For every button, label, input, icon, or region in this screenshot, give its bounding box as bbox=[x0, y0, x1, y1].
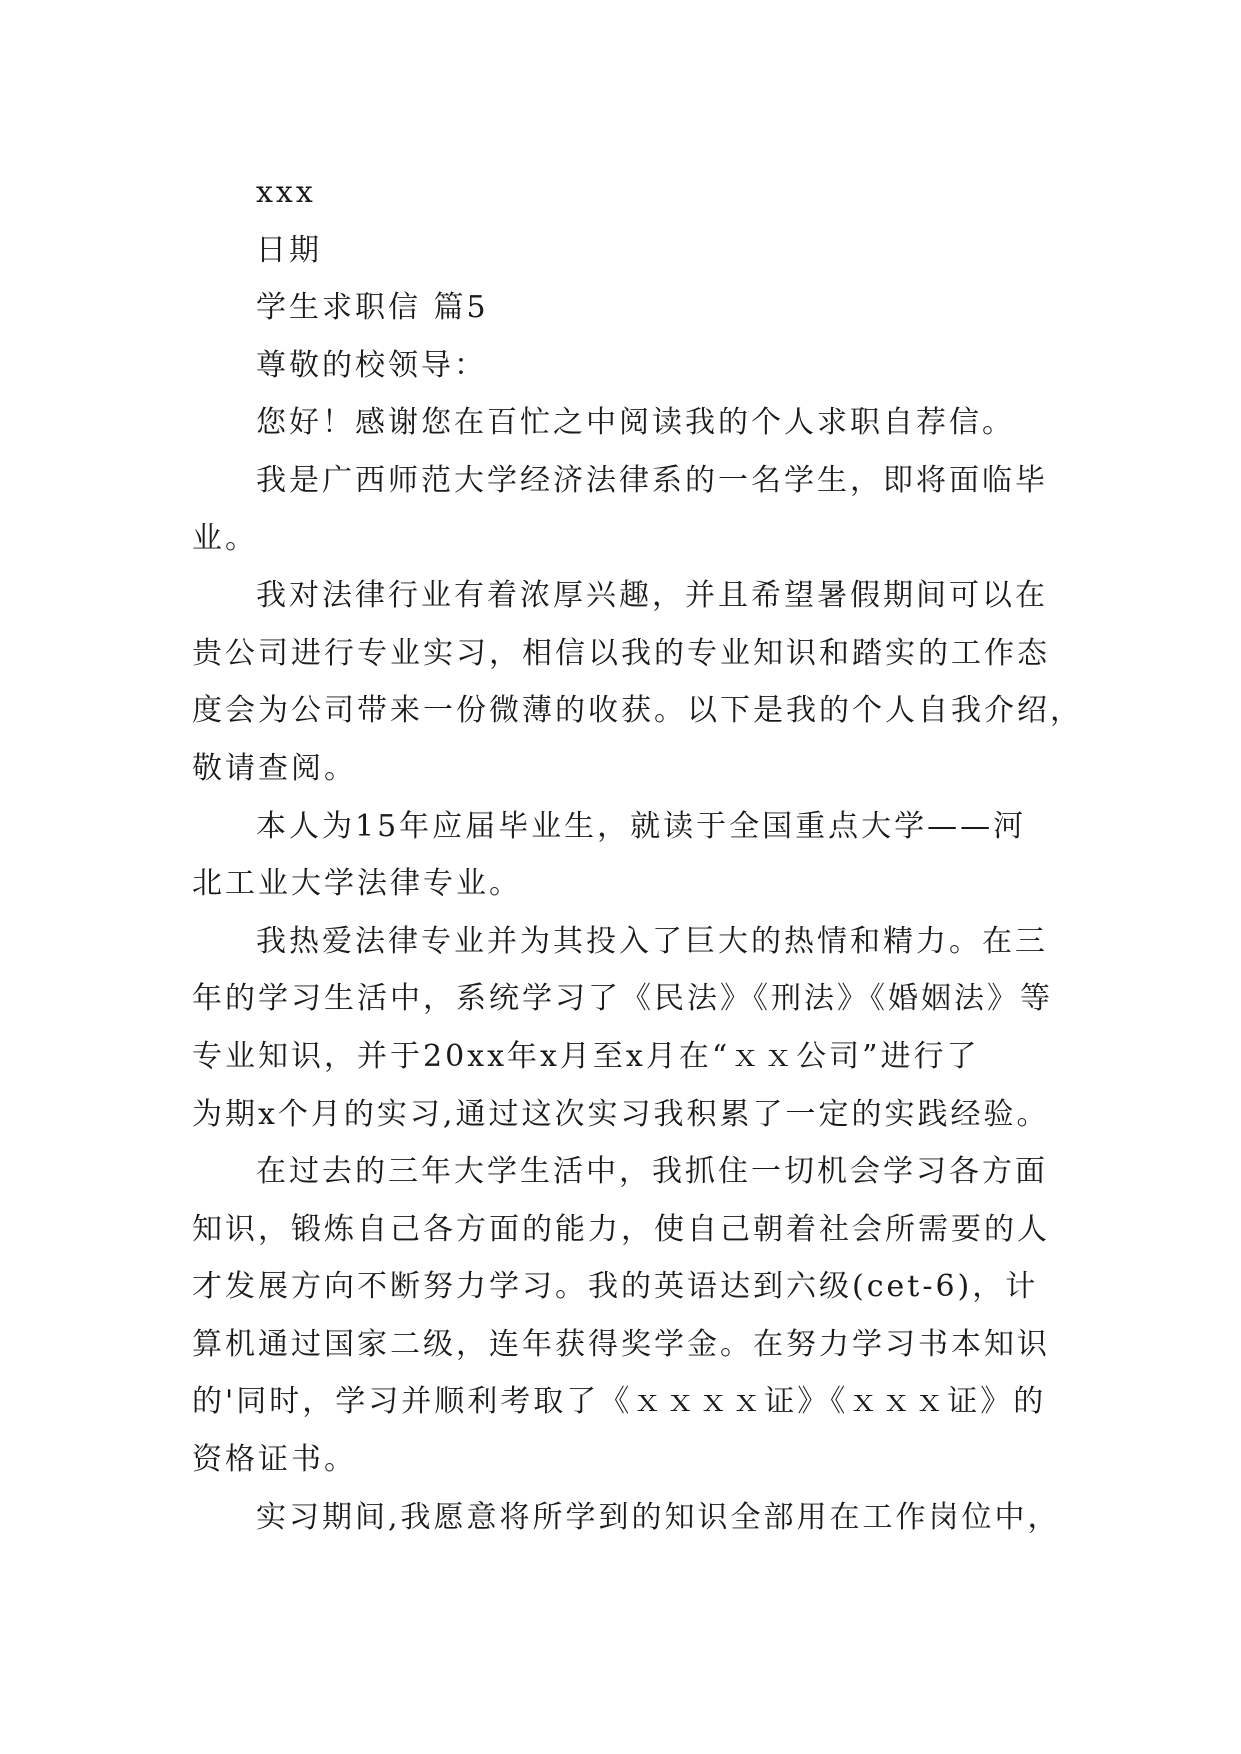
letter-body bbox=[192, 164, 1083, 1546]
paragraph-line: 才发展方向不断努力学习。我的英语达到六级(cet-6)，计 bbox=[192, 1269, 1039, 1305]
paragraph-line: 度会为公司带来一份微薄的收获。以下是我的个人自我介绍， bbox=[192, 693, 1083, 729]
paragraph-line: 我热爱法律专业并为其投入了巨大的热情和精力。在三 bbox=[256, 923, 1048, 959]
paragraph-line: 本人为15年应届毕业生，就读于全国重点大学——河 bbox=[256, 808, 1027, 844]
paragraph-line: 专业知识，并于20xx年x月至x月在“ｘｘ公司”进行了 bbox=[192, 1038, 980, 1074]
signature-name: xxx bbox=[256, 175, 316, 210]
paragraph-line: 北工业大学法律专业。 bbox=[192, 866, 522, 902]
paragraph bbox=[192, 452, 1048, 567]
paragraph-line: 资格证书。 bbox=[192, 1442, 357, 1478]
paragraph-line: 我是广西师范大学经济法律系的一名学生，即将面临毕 bbox=[256, 462, 1048, 498]
paragraph-line: 算机通过国家二级，连年获得奖学金。在努力学习书本知识 bbox=[192, 1326, 1050, 1362]
paragraph-line: 我对法律行业有着浓厚兴趣，并且希望暑假期间可以在 bbox=[256, 578, 1048, 614]
salutation: 尊敬的校领导： bbox=[256, 347, 487, 383]
section-heading: 学生求职信 篇5 bbox=[256, 290, 489, 326]
paragraph-line: 知识，锻炼自己各方面的能力，使自己朝着社会所需要的人 bbox=[192, 1211, 1050, 1247]
paragraph-line: 为期x个月的实习,通过这次实习我积累了一定的实践经验。 bbox=[192, 1096, 1050, 1132]
paragraph-line: 业。 bbox=[192, 520, 258, 556]
greeting: 您好！感谢您在百忙之中阅读我的个人求职自荐信。 bbox=[256, 405, 1015, 441]
paragraph-line: 的'同时，学习并顺利考取了《ｘｘｘｘ证》《ｘｘｘ证》的 bbox=[192, 1384, 1047, 1420]
paragraph-line: 在过去的三年大学生活中，我抓住一切机会学习各方面 bbox=[256, 1154, 1048, 1190]
paragraph bbox=[192, 1143, 1048, 1489]
paragraph bbox=[192, 1489, 1061, 1547]
paragraph bbox=[192, 567, 1083, 797]
paragraph-line: 敬请查阅。 bbox=[192, 750, 357, 786]
paragraph bbox=[192, 913, 1053, 1143]
paragraph-line: 贵公司进行专业实习，相信以我的专业知识和踏实的工作态 bbox=[192, 635, 1050, 671]
paragraph-line: 年的学习生活中，系统学习了《民法》《刑法》《婚姻法》等 bbox=[192, 981, 1053, 1017]
paragraph-line: 实习期间,我愿意将所学到的知识全部用在工作岗位中， bbox=[256, 1499, 1061, 1535]
paragraph bbox=[192, 798, 1048, 913]
signature-date: 日期 bbox=[256, 232, 322, 268]
